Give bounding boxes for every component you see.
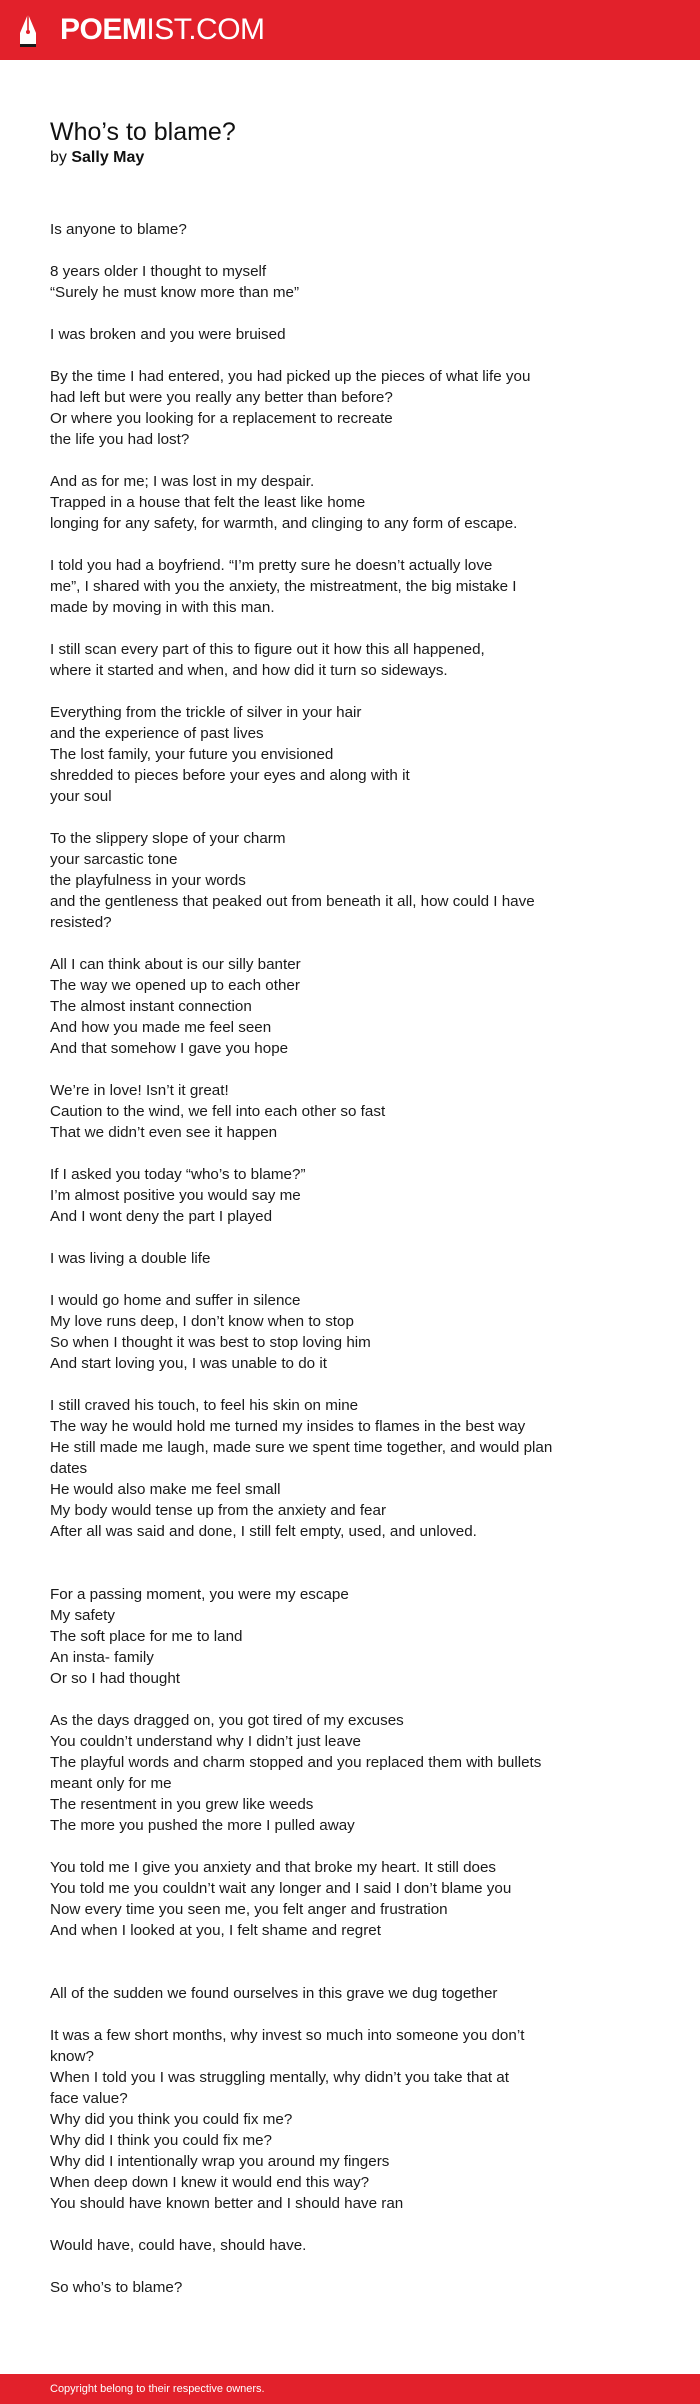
- stanza-break: [50, 1689, 610, 1710]
- stanza-break: [50, 2214, 610, 2235]
- poem-line: An insta- family: [50, 1649, 154, 1666]
- poem-line: I still scan every part of this to figure out it how this all happened,: [50, 641, 485, 658]
- stanza-break: [50, 1374, 610, 1395]
- poem-line: He still made me laugh, made sure we spent time together, and would plan: [50, 1439, 553, 1456]
- brand-light: IST.COM: [146, 13, 265, 46]
- poem-line: You should have known better and I should have ran: [50, 2195, 404, 2212]
- poem-line: and the experience of past lives: [50, 725, 264, 742]
- poem-line: And that somehow I gave you hope: [50, 1040, 289, 1057]
- stanza-break: [50, 534, 610, 555]
- poem-line: You told me I give you anxiety and that broke my heart. It still does: [50, 1859, 497, 1876]
- poem-line: Why did I think you could fix me?: [50, 2132, 273, 2149]
- stanza-break: [50, 1563, 610, 1584]
- poem-line: That we didn’t even see it happen: [50, 1124, 278, 1141]
- stanza-break: [50, 681, 610, 702]
- poem-line: All I can think about is our silly banter: [50, 956, 301, 973]
- poem-line: resisted?: [50, 914, 112, 931]
- poem-byline: [50, 148, 144, 168]
- poem-line: I was broken and you were bruised: [50, 326, 286, 343]
- poem-line: My body would tense up from the anxiety and fear: [50, 1502, 387, 1519]
- poem-line: So when I thought it was best to stop loving him: [50, 1334, 371, 1351]
- poem-line: Caution to the wind, we fell into each other so fast: [50, 1103, 386, 1120]
- poem-line: me”, I shared with you the anxiety, the mistreatment, the big mistake I: [50, 578, 517, 595]
- poem-line: For a passing moment, you were my escape: [50, 1586, 349, 1603]
- stanza-break: [50, 2004, 610, 2025]
- poem-line: As the days dragged on, you got tired of my excuses: [50, 1712, 404, 1729]
- poem-line: know?: [50, 2048, 94, 2065]
- poem-line: meant only for me: [50, 1775, 172, 1792]
- site-footer: [0, 2374, 700, 2404]
- poem-line: The way we opened up to each other: [50, 977, 300, 994]
- copyright-notice: Copyright belong to their respective owners.: [50, 2383, 265, 2395]
- poem-line: Or so I had thought: [50, 1670, 181, 1687]
- poem-line: And how you made me feel seen: [50, 1019, 272, 1036]
- poem-line: the playfulness in your words: [50, 872, 246, 889]
- poem-line: made by moving in with this man.: [50, 599, 275, 616]
- poem-line: It was a few short months, why invest so much into someone you don’t: [50, 2027, 525, 2044]
- poem-line: Would have, could have, should have.: [50, 2237, 307, 2254]
- poem-line: By the time I had entered, you had picked up the pieces of what life you: [50, 368, 531, 385]
- poem-line: The playful words and charm stopped and you replaced them with bullets: [50, 1754, 542, 1771]
- poem-line: Or where you looking for a replacement to recreate: [50, 410, 393, 427]
- poem-line: Is anyone to blame?: [50, 221, 187, 238]
- poem-line: Trapped in a house that felt the least like home: [50, 494, 366, 511]
- poem-line: To the slippery slope of your charm: [50, 830, 286, 847]
- stanza-break: [50, 618, 610, 639]
- poem-line: I told you had a boyfriend. “I’m pretty sure he doesn’t actually love: [50, 557, 493, 574]
- stanza-break: [50, 1143, 610, 1164]
- by-label: by: [50, 149, 67, 166]
- poem-line: dates: [50, 1460, 88, 1477]
- poem-line: You told me you couldn’t wait any longer and I said I don’t blame you: [50, 1880, 512, 1897]
- poem-line: “Surely he must know more than me”: [50, 284, 299, 301]
- poem-line: And as for me; I was lost in my despair.: [50, 473, 315, 490]
- poem-line: I would go home and suffer in silence: [50, 1292, 301, 1309]
- stanza-break: [50, 450, 610, 471]
- stanza-break: [50, 1269, 610, 1290]
- stanza-break: [50, 1941, 610, 1962]
- poem-line: If I asked you today “who’s to blame?”: [50, 1166, 306, 1183]
- poem-line: your soul: [50, 788, 112, 805]
- poem-line: My love runs deep, I don’t know when to stop: [50, 1313, 354, 1330]
- stanza-break: [50, 1227, 610, 1248]
- poem-line: All of the sudden we found ourselves in this grave we dug together: [50, 1985, 498, 2002]
- poem-line: My safety: [50, 1607, 115, 1624]
- poem-line: When deep down I knew it would end this way?: [50, 2174, 370, 2191]
- stanza-break: [50, 933, 610, 954]
- poem-line: I was living a double life: [50, 1250, 211, 1267]
- poem-line: shredded to pieces before your eyes and along with it: [50, 767, 410, 784]
- poem-line: You couldn’t understand why I didn’t just leave: [50, 1733, 361, 1750]
- poem-line: face value?: [50, 2090, 128, 2107]
- poem-line: longing for any safety, for warmth, and clinging to any form of escape.: [50, 515, 518, 532]
- stanza-break: [50, 1836, 610, 1857]
- poem-line: And I wont deny the part I played: [50, 1208, 273, 1225]
- poem-line: And start loving you, I was unable to do it: [50, 1355, 327, 1372]
- poem-line: I’m almost positive you would say me: [50, 1187, 301, 1204]
- brand-bold: POEM: [60, 13, 147, 46]
- poem-line: The soft place for me to land: [50, 1628, 243, 1645]
- poem-line: The resentment in you grew like weeds: [50, 1796, 314, 1813]
- stanza-break: [50, 240, 610, 261]
- author-name[interactable]: Sally May: [71, 149, 145, 166]
- poem-line: and the gentleness that peaked out from beneath it all, how could I have: [50, 893, 535, 910]
- stanza-break: [50, 1059, 610, 1080]
- pen-nib-icon[interactable]: [17, 11, 39, 51]
- poem-line: I still craved his touch, to feel his skin on mine: [50, 1397, 359, 1414]
- poem-line: your sarcastic tone: [50, 851, 178, 868]
- stanza-break: [50, 807, 610, 828]
- poem-line: Everything from the trickle of silver in your hair: [50, 704, 362, 721]
- poem-title: Who’s to blame?: [50, 118, 236, 146]
- poem-line: Why did you think you could fix me?: [50, 2111, 293, 2128]
- poem-line: The lost family, your future you envisioned: [50, 746, 334, 763]
- poem-line: We’re in love! Isn’t it great!: [50, 1082, 229, 1099]
- poem-line: where it started and when, and how did it turn so sideways.: [50, 662, 448, 679]
- poem-line: The way he would hold me turned my insides to flames in the best way: [50, 1418, 526, 1435]
- poem-line: The almost instant connection: [50, 998, 252, 1015]
- poem-line: And when I looked at you, I felt shame and regret: [50, 1922, 381, 1939]
- poem-line: After all was said and done, I still felt empty, used, and unloved.: [50, 1523, 477, 1540]
- poem-line: So who’s to blame?: [50, 2279, 183, 2296]
- poem-line: When I told you I was struggling mentally, why didn’t you take that at: [50, 2069, 509, 2086]
- poem-line: The more you pushed the more I pulled away: [50, 1817, 355, 1834]
- stanza-break: [50, 2256, 610, 2277]
- poem-line: 8 years older I thought to myself: [50, 263, 267, 280]
- poem-body: [50, 219, 610, 2298]
- poem-line: He would also make me feel small: [50, 1481, 281, 1498]
- poem-line: the life you had lost?: [50, 431, 190, 448]
- site-logo-link[interactable]: [60, 14, 265, 46]
- site-header: [0, 0, 700, 60]
- stanza-break: [50, 303, 610, 324]
- stanza-break: [50, 345, 610, 366]
- poem-line: had left but were you really any better than before?: [50, 389, 393, 406]
- stanza-break: [50, 1542, 610, 1563]
- stanza-break: [50, 1962, 610, 1983]
- poem-line: Now every time you seen me, you felt anger and frustration: [50, 1901, 448, 1918]
- poem-line: Why did I intentionally wrap you around my fingers: [50, 2153, 390, 2170]
